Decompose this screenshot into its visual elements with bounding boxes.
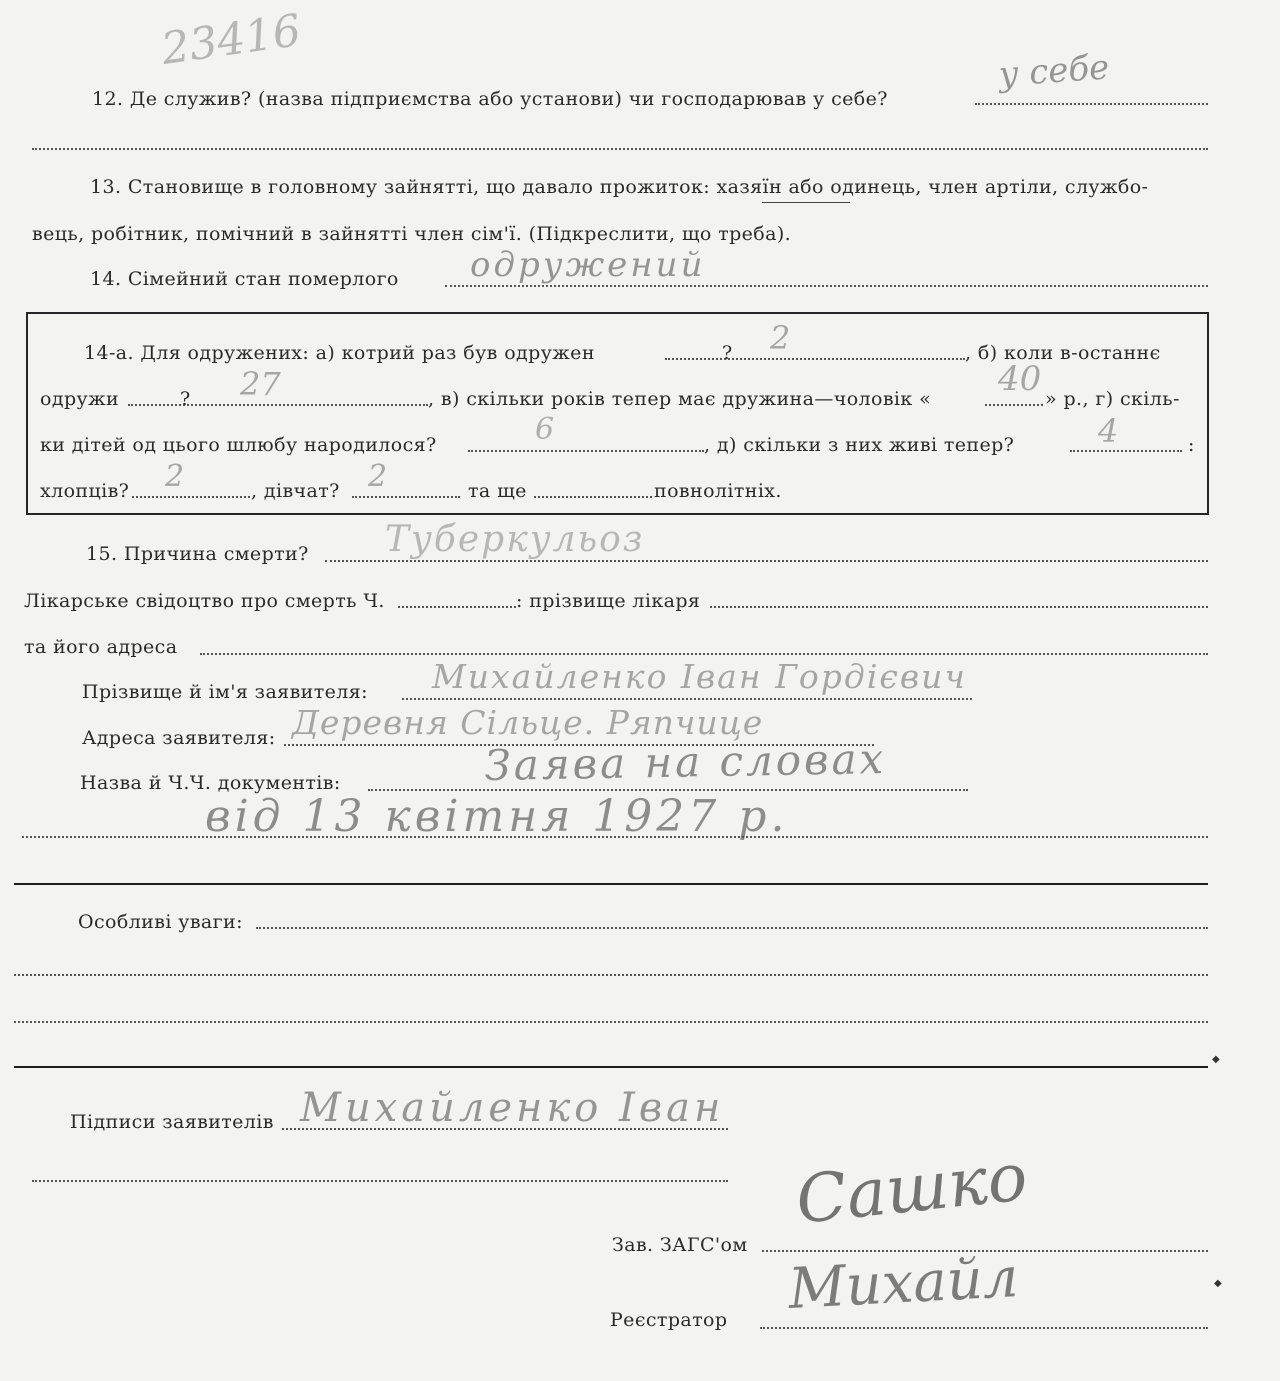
q12-answer: у себе xyxy=(997,47,1111,95)
notes-label: Особливі уваги: xyxy=(78,911,243,933)
q12-label: 12. Де служив? (назва підприємства або установи) чи господарював у себе? xyxy=(92,88,888,110)
q14a-e-line xyxy=(1070,450,1182,452)
q14-answer-line xyxy=(445,285,1208,287)
doctor-address-line xyxy=(200,653,1208,655)
q14a-b-line xyxy=(128,404,428,406)
applicant-address-label: Адреса заявителя: xyxy=(82,727,276,749)
q15-answer-line xyxy=(325,560,1208,562)
q14a-b-cont: одружи xyxy=(40,388,120,410)
registrar-line xyxy=(760,1327,1208,1329)
applicant-name-value: Михайленко Іван Гордієвич xyxy=(432,657,967,696)
registry-head-signature: Сашко xyxy=(792,1138,1031,1239)
q14a-b-label: , б) коли в-останнє xyxy=(965,342,1161,364)
separator-rule-2 xyxy=(14,1066,1208,1068)
separator-rule-1 xyxy=(14,883,1208,885)
registry-head-label: Зав. ЗАГС'ом xyxy=(612,1234,748,1256)
applicant-name-line xyxy=(402,698,972,700)
notes-line-2 xyxy=(14,974,1208,976)
cert-label: Лікарське свідоцтво про смерть Ч. xyxy=(24,590,385,612)
q14a-d-label: ки дітей од цього шлюбу народилося? xyxy=(40,434,437,456)
q14a-minor-line xyxy=(534,496,652,498)
q14a-e-label: , д) скільки з них живі тепер? xyxy=(704,434,1015,456)
q14a-girls-label: , дівчат? xyxy=(251,480,340,502)
registrar-label: Реєстратор xyxy=(610,1309,728,1331)
applicant-address-value: Деревня Сільце. Ряпчице xyxy=(292,703,764,742)
applicant-signatures-line-2 xyxy=(32,1180,728,1182)
q14a-minor-end: повнолітніх. xyxy=(654,480,782,502)
documents-label: Назва й Ч.Ч. документів: xyxy=(80,772,341,794)
q14a-a-line xyxy=(665,358,965,360)
notes-line-1 xyxy=(256,927,1208,929)
q14a-c-end: » р., г) скіль- xyxy=(1045,388,1180,410)
margin-mark-2: ◆ xyxy=(1214,1278,1222,1289)
q14a-e-answer: 4 xyxy=(1098,412,1119,450)
q15-answer: Туберкульоз xyxy=(385,519,645,560)
q14a-a-q: ? xyxy=(722,342,733,364)
doctor-line xyxy=(710,606,1208,608)
q14a-girls-line xyxy=(352,496,460,498)
applicant-signature: Михайленко Іван xyxy=(300,1085,725,1131)
q14a-a-label: 14-а. Для одружених: а) котрий раз був одружен xyxy=(84,342,595,364)
q14-label: 14. Сімейний стан померлого xyxy=(90,268,399,290)
q14a-boys-label: хлопців? xyxy=(40,480,130,502)
q14-answer: одружений xyxy=(470,245,706,285)
q14a-d-answer: 6 xyxy=(535,412,555,447)
q13-line1: 13. Становище в головному зайнятті, що давало прожиток: хазяїн або одинець, член артіли, службо- xyxy=(90,176,1149,198)
q13-line2: вець, робітник, помічний в зайнятті член сім'ї. (Підкреслити, що треба). xyxy=(32,223,792,245)
q14a-boys-line xyxy=(132,496,250,498)
q13-underline xyxy=(762,202,850,203)
documents-value-2: від 13 квітня 1927 р. xyxy=(205,791,789,842)
q14a-minor-label: та ще xyxy=(468,480,527,502)
doctor-label: : прізвище лікаря xyxy=(516,590,701,612)
doctor-address-label: та його адреса xyxy=(24,636,178,658)
archive-number-note: 23416 xyxy=(158,4,305,75)
applicant-name-label: Прізвище й ім'я заявителя: xyxy=(82,681,368,703)
registrar-signature: Михайл xyxy=(786,1245,1021,1322)
q14a-girls-answer: 2 xyxy=(368,459,388,494)
q14a-c-label: , в) скільки років тепер має дружина—чоловік « xyxy=(428,388,932,410)
q12-extra-line xyxy=(32,148,1208,150)
applicant-signatures-label: Підписи заявителів xyxy=(70,1111,274,1133)
notes-line-3 xyxy=(14,1021,1208,1023)
cert-line xyxy=(398,606,516,608)
q14a-a-answer: 2 xyxy=(770,319,791,357)
q15-label: 15. Причина смерти? xyxy=(86,543,309,565)
q14a-c-line xyxy=(985,404,1043,406)
q14a-e-colon: : xyxy=(1188,434,1195,456)
q14a-d-line xyxy=(468,450,704,452)
q14a-b-answer: 27 xyxy=(240,365,281,403)
q14a-b-q: ? xyxy=(180,388,191,410)
q12-answer-line xyxy=(975,103,1208,105)
margin-mark: ◆ xyxy=(1212,1054,1220,1065)
documents-value-1: Заява на словах xyxy=(484,733,887,790)
q14a-boys-answer: 2 xyxy=(165,459,185,494)
q14a-c-answer: 40 xyxy=(998,359,1042,399)
